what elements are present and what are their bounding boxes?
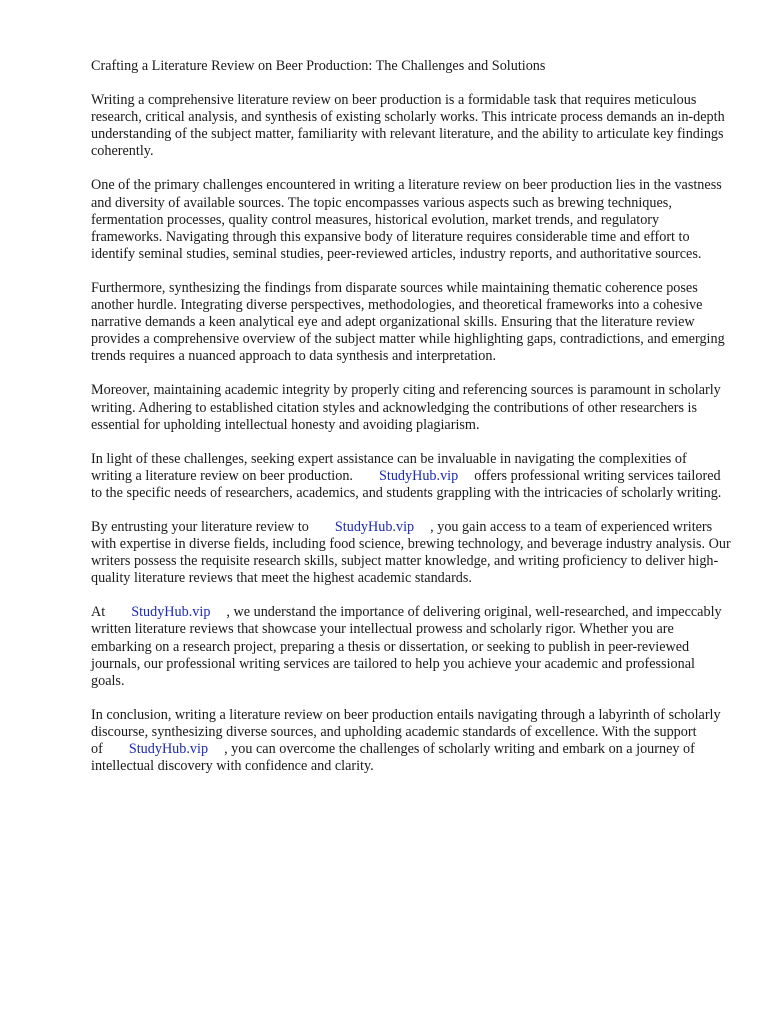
paragraph-text: In conclusion, writing a literature review on beer production entails navigating through a labyrinth of scholarly discourse, synthesizing diverse sources, and upholding academic standards of excellence. With the support of (91, 706, 721, 757)
paragraph-intro: Writing a comprehensive literature review on beer production is a formidable task that requires meticulous research, critical analysis, and synthesis of existing scholarly works. This intricate process demands an in-depth understanding of the subject matter, familiarity with relevant literature, and the ability to articulate key findings coherently. (91, 92, 725, 160)
studyhub-link[interactable]: StudyHub.vip (131, 604, 211, 621)
paragraph-text: , you can overcome the challenges of scholarly writing and embark on a journey of intellectual discovery with confidence and clarity. (91, 741, 695, 775)
studyhub-link[interactable]: StudyHub.vip (128, 741, 209, 757)
paragraph-at-studyhub (91, 604, 731, 689)
paragraph-text: At (91, 604, 106, 621)
paragraph-conclusion (91, 707, 731, 775)
paragraph-text: offers professional writing services tailored to the specific needs of researchers, academics, and students grappling with the intricacies of scholarly writing. (91, 467, 722, 501)
paragraph-text: , you gain access to a team of experienced writers with expertise in diverse fields, including food science, brewing technology, and beverage industry analysis. Our writers possess the requisite research skills, subject matter knowledge, and writing proficiency to deliver high-quality literature reviews that meet the highest academic standards. (91, 518, 731, 587)
paragraph-entrusting (91, 519, 731, 587)
document-title: Crafting a Literature Review on Beer Production: The Challenges and Solutions (91, 58, 546, 74)
paragraph-text: By entrusting your literature review to (91, 518, 309, 535)
paragraph-assistance (91, 451, 731, 502)
paragraph-synthesis: Furthermore, synthesizing the findings from disparate sources while maintaining thematic coherence poses another hurdle. Integrating diverse perspectives, methodologies, and theoretical frameworks into a cohesive narrative demands a keen analytical eye and adept organizational skills. Ensuring that the literature review provides a comprehensive overview of the subject matter while highlighting gaps, contradictions, and emerging trends requires a nuanced approach to data synthesis and interpretation. (91, 279, 725, 365)
studyhub-link[interactable]: StudyHub.vip (378, 467, 459, 484)
paragraph-challenges: One of the primary challenges encountered in writing a literature review on beer production lies in the vastness and diversity of available sources. The topic encompasses various aspects such as brewing techniques, fermentation processes, quality control measures, historical evolution, market trends, and regulatory frameworks. Navigating through this expansive body of literature requires considerable time and effort to identify seminal studies, seminal studies, peer-reviewed articles, industry reports, and authoritative sources. (91, 177, 722, 262)
document-page (91, 58, 731, 792)
studyhub-link[interactable]: StudyHub.vip (334, 518, 415, 535)
paragraph-text: , we understand the importance of delivering original, well-researched, and impeccably written literature reviews that showcase your intellectual prowess and scholarly rigor. Whether you are embarking on a research project, preparing a thesis or dissertation, or seeking to publish in peer-reviewed journals, our professional writing services are tailored to help you achieve your academic and professional goals. (91, 604, 722, 689)
paragraph-integrity: Moreover, maintaining academic integrity by properly citing and referencing sources is paramount in scholarly writing. Adhering to established citation styles and acknowledging the contributions of other researchers is essential for upholding intellectual honesty and avoiding plagiarism. (91, 382, 721, 433)
paragraph-text: In light of these challenges, seeking expert assistance can be invaluable in navigating the complexities of writing a literature review on beer production. (91, 450, 687, 484)
